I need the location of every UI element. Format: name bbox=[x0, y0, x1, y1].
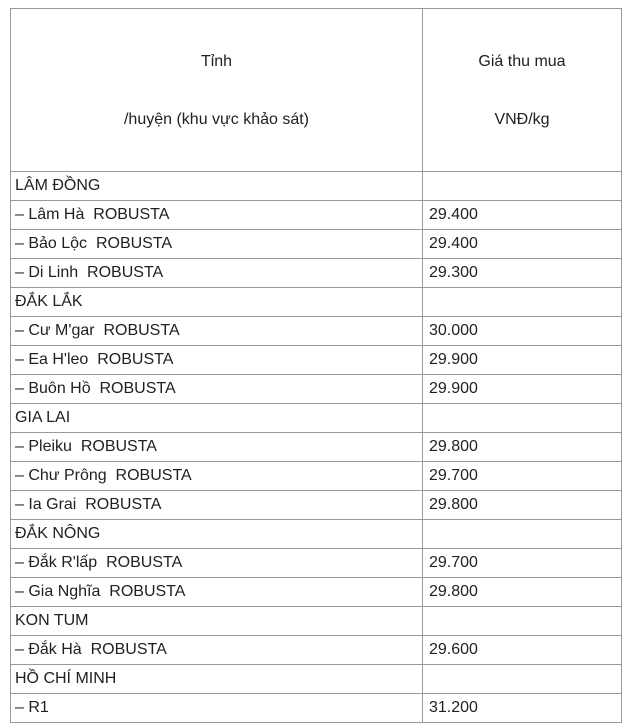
district-row bbox=[11, 346, 622, 375]
price-cell bbox=[423, 288, 622, 317]
province-row bbox=[11, 172, 622, 201]
district-cell: – Lâm Hà ROBUSTA bbox=[11, 201, 423, 230]
district-row bbox=[11, 549, 622, 578]
province-cell: ĐẮK NÔNG bbox=[11, 520, 423, 549]
district-row bbox=[11, 259, 622, 288]
province-row bbox=[11, 665, 622, 694]
district-row bbox=[11, 578, 622, 607]
district-cell: – Ia Grai ROBUSTA bbox=[11, 491, 423, 520]
district-cell: – Cư M'gar ROBUSTA bbox=[11, 317, 423, 346]
header-province-line2: /huyện (khu vực khảo sát) bbox=[123, 111, 310, 128]
price-cell bbox=[423, 520, 622, 549]
price-cell bbox=[423, 665, 622, 694]
district-cell: – R1 bbox=[11, 694, 423, 723]
district-row bbox=[11, 230, 622, 259]
price-cell: 29.700 bbox=[423, 549, 622, 578]
district-cell: – Di Linh ROBUSTA bbox=[11, 259, 423, 288]
price-cell: 31.200 bbox=[423, 694, 622, 723]
district-row bbox=[11, 491, 622, 520]
header-price-line2: VNĐ/kg bbox=[494, 111, 550, 128]
district-row bbox=[11, 636, 622, 665]
price-cell bbox=[423, 607, 622, 636]
province-row bbox=[11, 520, 622, 549]
price-cell: 29.400 bbox=[423, 230, 622, 259]
header-province-stack bbox=[11, 45, 422, 135]
price-cell: 29.900 bbox=[423, 346, 622, 375]
district-row bbox=[11, 462, 622, 491]
price-cell: 30.000 bbox=[423, 317, 622, 346]
province-row bbox=[11, 404, 622, 433]
district-cell: – Ea H'leo ROBUSTA bbox=[11, 346, 423, 375]
price-cell: 29.800 bbox=[423, 491, 622, 520]
district-cell: – Chư Prông ROBUSTA bbox=[11, 462, 423, 491]
coffee-price-table bbox=[10, 8, 622, 723]
district-cell: – Đắk R'lấp ROBUSTA bbox=[11, 549, 423, 578]
header-province-line1: Tỉnh bbox=[200, 53, 233, 70]
district-cell: – Pleiku ROBUSTA bbox=[11, 433, 423, 462]
district-row bbox=[11, 694, 622, 723]
price-cell: 29.600 bbox=[423, 636, 622, 665]
province-cell: GIA LAI bbox=[11, 404, 423, 433]
price-cell bbox=[423, 404, 622, 433]
province-cell: HỒ CHÍ MINH bbox=[11, 665, 423, 694]
table-body bbox=[11, 172, 622, 723]
price-cell: 29.800 bbox=[423, 578, 622, 607]
header-price-cell bbox=[423, 9, 622, 172]
district-cell: – Bảo Lộc ROBUSTA bbox=[11, 230, 423, 259]
district-cell: – Gia Nghĩa ROBUSTA bbox=[11, 578, 423, 607]
price-cell: 29.800 bbox=[423, 433, 622, 462]
province-cell: KON TUM bbox=[11, 607, 423, 636]
district-cell: – Buôn Hồ ROBUSTA bbox=[11, 375, 423, 404]
price-cell: 29.700 bbox=[423, 462, 622, 491]
district-row bbox=[11, 375, 622, 404]
header-price-line1: Giá thu mua bbox=[478, 53, 566, 70]
price-cell: 29.400 bbox=[423, 201, 622, 230]
district-row bbox=[11, 433, 622, 462]
price-cell: 29.300 bbox=[423, 259, 622, 288]
header-province-cell bbox=[11, 9, 423, 172]
district-cell: – Đắk Hà ROBUSTA bbox=[11, 636, 423, 665]
header-row bbox=[11, 9, 622, 172]
district-row bbox=[11, 317, 622, 346]
table-header bbox=[11, 9, 622, 172]
province-row bbox=[11, 607, 622, 636]
province-cell: ĐẮK LẮK bbox=[11, 288, 423, 317]
province-cell: LÂM ĐỒNG bbox=[11, 172, 423, 201]
district-row bbox=[11, 201, 622, 230]
province-row bbox=[11, 288, 622, 317]
price-cell bbox=[423, 172, 622, 201]
header-price-stack bbox=[423, 45, 621, 135]
price-cell: 29.900 bbox=[423, 375, 622, 404]
